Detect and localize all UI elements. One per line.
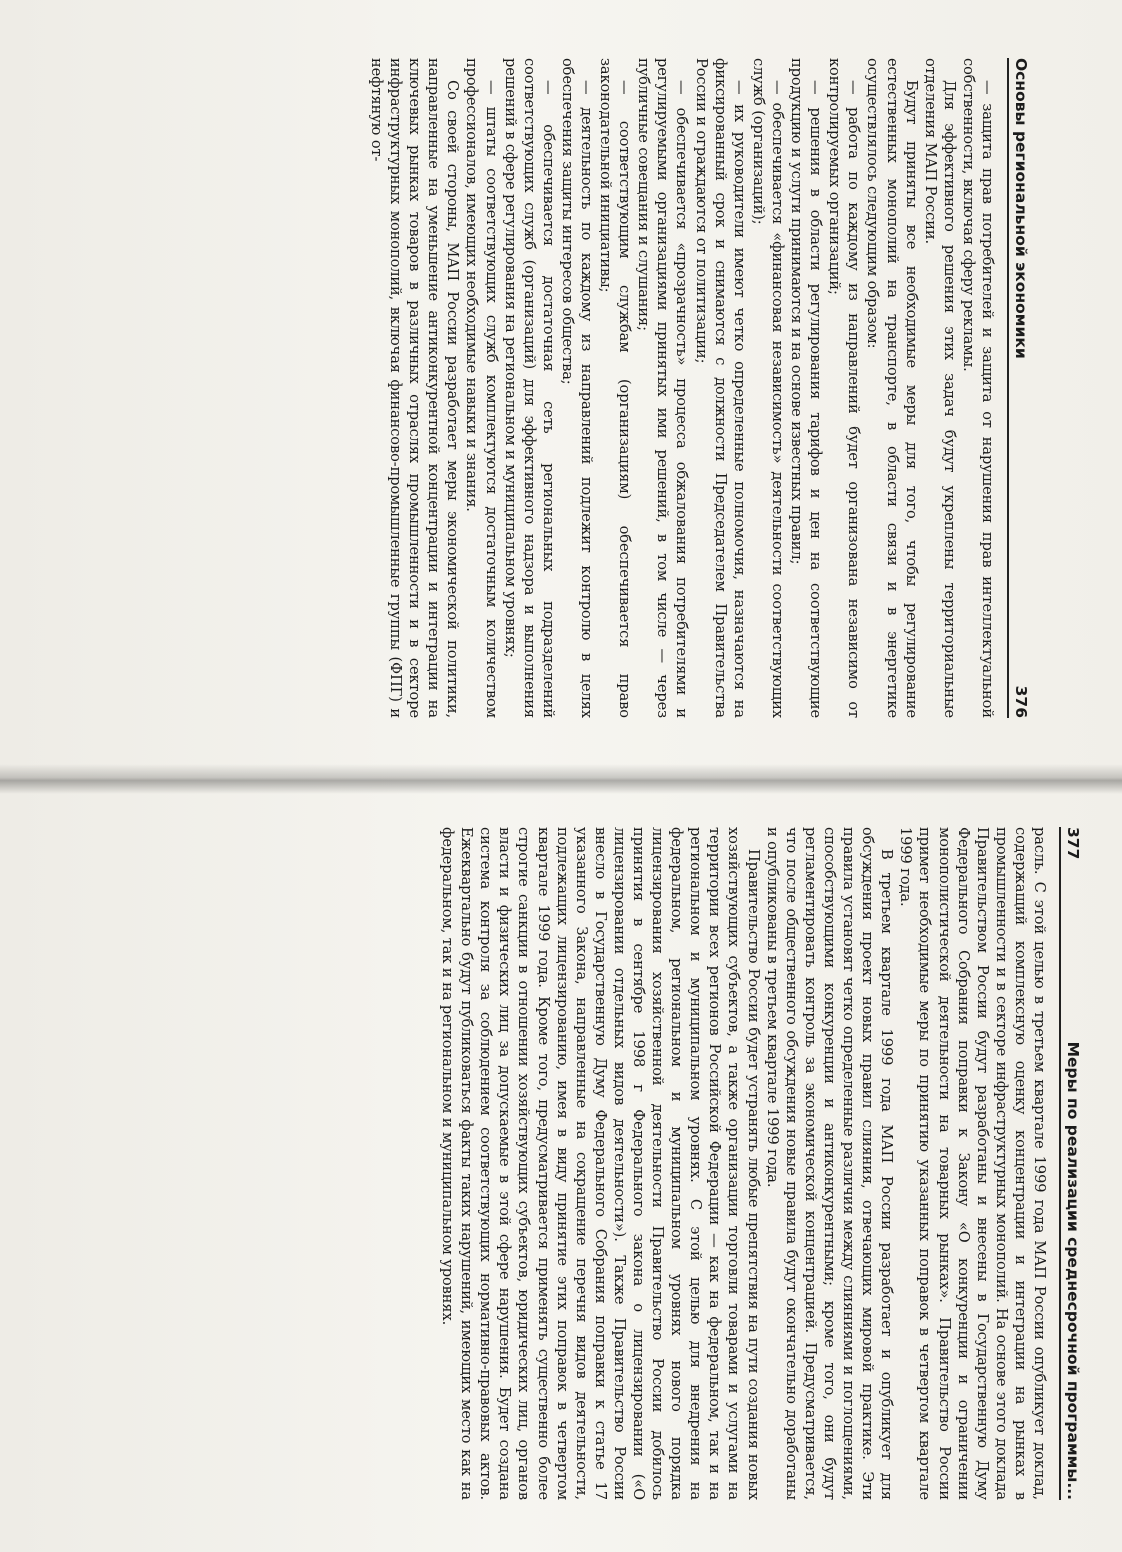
left-page-content: [0, 0, 1122, 760]
paragraph: — работа по каждому из направлений будет организована независимо от контролируемых организаций;: [826, 58, 863, 718]
paragraph: Правительство России будет устранять любые препятствия на пути создания новых хозяйствующих субъектов, а также организации торговли товарами и услугами на территории всех регионов Российской Федерации — как на федеральном, так и на региональном и муниципальном уровнях. С этой целью для внедрения на федеральном, региональном и муниципальном уровнях нового порядка лицензирования хозяйственной деятельности Правительство России добилось принятия в сентябре 1998 г Федерального закона о лицензировании («О лицензировании отдельных видов деятельности»). Также Правительство России внесло в Государственную Думу Федерального Собрания поправки к статье 17 указанного Закона, направленные на сокращение перечня видов деятельности, подлежащих лицензированию, имея в виду принятие этих поправок в четвертом квартале 1999 года. Кроме того, предусматривается применять существенно более строгие санкции в отношении хозяйствующих субъектов, юридических лиц, органов власти и физических лиц за допускаемые в этой сфере нарушения. Будет создана система контроля за соблюдением соответствующих нормативно-правовых актов. Ежеквартально будут публиковаться факты таких нарушений, имеющих место как на федеральном, так и на региональном и муниципальном уровнях.: [439, 827, 762, 1500]
paragraph: — их руководители имеют четко определенные полномочия, назначаются на фиксированный срок и снимаются с должности Председателем Правительства России и ограждаются от политизации;: [692, 58, 748, 718]
right-page-content: [0, 795, 1122, 1552]
paragraph: расль. С этой целью в третьем квартале 1999 года МАП России опубликует доклад, содержащий комплексную оценку концентрации и интеграции на рынках в промышленности и в секторе инфраструктурных монополий. На основе этого доклада Правительством России будут разработаны и внесены в Государственную Думу Федерального Собрания поправки к Закону «О конкуренции и ограничении монополистической деятельности на товарных рынках». Правительство России примет необходимые меры по принятию указанных поправок в четвертом квартале 1999 года.: [897, 827, 1048, 1500]
header-title: Меры по реализации среднесрочной программы...: [1064, 1041, 1082, 1500]
left-page: [0, 0, 1122, 760]
paragraph: — штаты соответствующих служб комплектуются достаточным количеством профессионалов, имеющих необходимые навыки и знания.: [463, 58, 500, 718]
paragraph: — обеспечивается достаточная сеть региональных подразделений соответствующих служб (организаций) для эффективного надзора и выполнения решений в сфере регулирования на региональном и муниципальном уровнях;: [501, 58, 557, 718]
right-page: [0, 795, 1122, 1552]
paragraph: Для эффективного решения этих задач будут укреплены территориальные отделения МАП России.: [921, 58, 958, 718]
paragraph: — деятельность по каждому из направлений подлежит контролю в целях обеспечения защиты интересов общества;: [558, 58, 596, 718]
running-header: [1007, 58, 1030, 718]
paragraph: — защита прав потребителей и защита от нарушения прав интеллектуальной собственности, включая сферу рекламы.: [959, 58, 996, 718]
page-number: 377: [1064, 827, 1082, 860]
paragraph: — обеспечивается «прозрачность» процесса обжалования потребителями и регулируемыми организациями принятых ими решений, в том числе — через публичные совещания и слушания;: [635, 58, 691, 718]
paragraph: Со своей стороны, МАП России разработает меры экономической политики, направленные на уменьшение антиконкурентной концентрации и интеграции на ключевых рынках товаров в различных отраслях промышленности и в секторе инфраструктурных монополий, включая финансово-промышленные группы (ФПГ) и нефтяную от-: [368, 58, 462, 718]
book-gutter: [0, 764, 1122, 794]
paragraph: — решения в области регулирования тарифов и цен на соответствующие продукцию и услуги принимаются и на основе известных правил;: [788, 58, 825, 718]
page-body: [438, 827, 1049, 1500]
page-body: [367, 58, 997, 718]
page-number: 376: [1012, 685, 1030, 718]
paragraph: — обеспечивается «финансовая независимость» деятельности соответствующих служб (организаций);: [749, 58, 786, 718]
paragraph: В третьем квартале 1999 года МАП России разработает и опубликует для обсуждения проект новых правил слияния, отвечающих мировой практике. Эти правила установят четко определенные различия между слияниями и поглощениями, способствующими конкуренции и антиконкурентными; кроме того, они будут регламентировать контроль за экономической концентрацией. Предусматривается, что после общественного обсуждения новые правила будут окончательно доработаны и опубликованы в третьем квартале 1999 года.: [763, 827, 896, 1500]
header-title: Основы региональной экономики: [1012, 58, 1030, 359]
paragraph: — соответствующим службам (организациям) обеспечивается право законодательной инициативы;: [597, 58, 634, 718]
paragraph: Будут приняты все необходимые меры для того, чтобы регулирование естественных монополий на транспорте, в области связи и в энергетике осуществлялось следующим образом:: [864, 58, 920, 718]
running-header: [1059, 827, 1082, 1500]
